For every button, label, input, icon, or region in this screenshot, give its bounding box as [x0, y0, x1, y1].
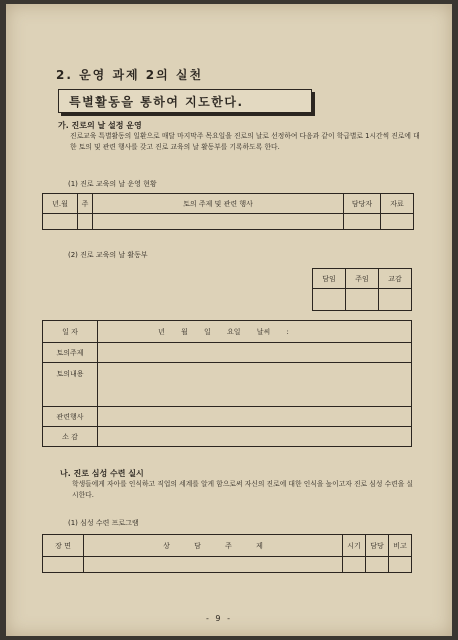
table-row — [43, 363, 412, 407]
row-value — [98, 407, 412, 427]
table-row — [43, 535, 412, 557]
date-weather-line: 년 월 일 요일 날씨 : — [98, 321, 412, 343]
header-cell: 장 면 — [43, 535, 84, 557]
table-row — [43, 343, 412, 363]
banner-box — [58, 89, 312, 113]
approval-cell: 교감 — [379, 269, 412, 289]
row-label: 토의주제 — [43, 343, 98, 363]
approval-cell: 주임 — [346, 269, 379, 289]
row-value — [98, 363, 412, 407]
table1-label: (1) 진로 교육의 날 운영 현황 — [68, 180, 157, 188]
table2-label: (2) 진로 교육의 날 활동부 — [68, 251, 148, 259]
row-label: 소 감 — [43, 427, 98, 447]
table-row — [43, 214, 414, 230]
header-cell: 비고 — [389, 535, 412, 557]
table-row — [43, 194, 414, 214]
section-na-body: 학생들에게 자아를 인식하고 직업의 세계를 알게 함으로써 자신의 진로에 대한 인식을 높이고자 진로 심성 수련을 실시한다. — [72, 480, 413, 499]
row-label: 일 자 — [43, 321, 98, 343]
header-cell: 시기 — [343, 535, 366, 557]
table-row — [43, 557, 412, 573]
section-na-title: 나. 진로 심성 수련 실시 — [60, 469, 144, 478]
header-cell: 년.월 — [43, 194, 78, 214]
table-row — [43, 427, 412, 447]
approval-table — [312, 268, 412, 311]
row-value — [98, 427, 412, 447]
banner-text: 특별활동을 통하여 지도한다. — [69, 95, 244, 109]
approval-cell: 담임 — [313, 269, 346, 289]
operation-status-table — [42, 193, 414, 230]
table-row — [43, 321, 412, 343]
header-cell: 자료 — [381, 194, 414, 214]
document-page — [6, 4, 452, 636]
activity-log-table — [42, 320, 412, 447]
header-cell: 담당 — [366, 535, 389, 557]
table-row — [43, 407, 412, 427]
program-table — [42, 534, 412, 573]
page-number: - 9 - — [206, 614, 232, 623]
table3-label: (1) 심성 수련 프로그램 — [68, 519, 139, 527]
section-ga-body: 진로교육 특별활동의 일환으로 매달 마지막주 목요일을 진로의 날로 선정하여 다음과 같이 학급별로 1시간씩 진로에 대한 토의 및 관련 행사를 갖고 진로 교육의 날 활동부를 기록하도록 한다. — [70, 132, 420, 151]
row-label: 관련행사 — [43, 407, 98, 427]
section-heading: 2. 운영 과제 2의 실천 — [56, 68, 204, 82]
section-ga-title: 가. 진로의 날 설정 운영 — [58, 121, 142, 130]
table-row — [313, 289, 412, 311]
header-cell: 담당자 — [344, 194, 381, 214]
header-cell: 주 — [78, 194, 93, 214]
table-row — [313, 269, 412, 289]
header-cell: 상 담 주 제 — [84, 535, 343, 557]
row-label: 토의내용 — [43, 363, 98, 407]
header-cell: 토의 주제 및 관련 행사 — [93, 194, 344, 214]
row-value — [98, 343, 412, 363]
